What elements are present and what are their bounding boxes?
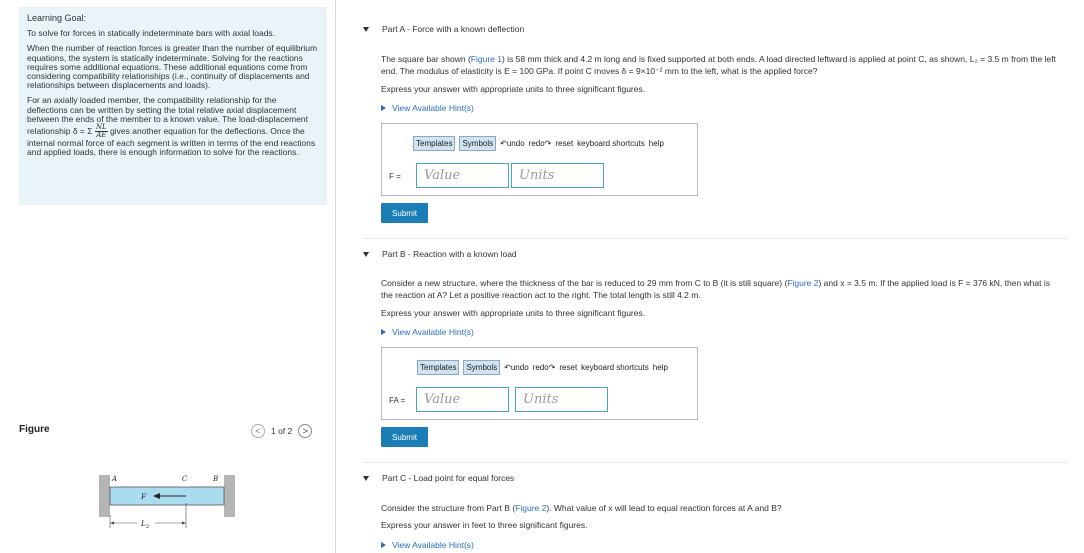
part-c-q1: Consider the structure from Part B ( [381, 503, 516, 513]
help-button[interactable]: help [652, 363, 668, 372]
hint-caret-icon [381, 542, 386, 548]
figure-pager [251, 424, 312, 438]
part-a-value-input[interactable]: Value [416, 163, 509, 188]
part-b-value-input[interactable]: Value [416, 387, 509, 412]
part-a-q1: The square bar shown ( [381, 54, 471, 64]
label-l2 [140, 519, 149, 530]
figure-page-count: 1 of 2 [271, 426, 293, 436]
label-l2-sub: 2 [145, 524, 150, 530]
part-c-q2: ). What value of x will lead to equal reaction forces at A and B? [546, 503, 782, 513]
part-a-answer-box [381, 123, 698, 196]
learning-goal-title: Learning Goal: [27, 13, 87, 23]
part-b-submit-button[interactable]: Submit [381, 427, 428, 447]
learning-goal-p2: When the number of reaction forces is greater than the number of equilibrium equations, the system is statically indeterminate. Solving for the reactions requires some additional equations. These additional equations come from considering compatibility relationships (i.e., continuity of displacements and relationships between displacements and loads). [27, 43, 318, 91]
prev-figure-button[interactable]: < [251, 424, 265, 438]
part-b-header[interactable] [363, 249, 517, 259]
part-b-title: Part B - Reaction with a known load [382, 249, 517, 259]
right-wall [224, 475, 235, 517]
fraction-numerator: NL [95, 123, 107, 132]
label-c: C [182, 475, 188, 483]
symbols-button[interactable]: Symbols [463, 360, 500, 375]
part-b-instruction: Express your answer with appropriate units to three significant figures. [381, 308, 646, 318]
help-button[interactable]: help [648, 139, 664, 148]
figure-heading: Figure [19, 424, 50, 435]
figure-2-link[interactable]: Figure 2 [787, 278, 819, 288]
part-a-submit-button[interactable]: Submit [381, 203, 428, 223]
hint-caret-icon [381, 329, 386, 335]
part-c-hint-label: View Available Hint(s) [392, 540, 474, 550]
part-a-title: Part A - Force with a known deflection [382, 24, 525, 34]
redo-label: redo [532, 363, 549, 372]
undo-label: undo [510, 363, 529, 372]
keyboard-shortcuts-button[interactable]: keyboard shortcuts [577, 139, 645, 148]
reset-button[interactable]: reset [555, 139, 574, 148]
part-c-header[interactable] [363, 473, 514, 483]
part-a-q2: ) is 58 mm thick and 4.2 m long and is fixed supported at both ends. A load directed leftward is applied at point C, as shown, L₂ = 3.5 m from the left end. The modulus of elasticity is E = 100 GPa. If point C moves δ = 9×10⁻² mm to the left, what is the applied force? [381, 54, 1056, 76]
next-figure-button[interactable]: > [298, 424, 312, 438]
redo-button[interactable]: redo↷ [528, 139, 552, 148]
part-a-hint-link[interactable] [381, 103, 474, 113]
part-c-title: Part C - Load point for equal forces [382, 473, 515, 483]
part-b-units-input[interactable]: Units [515, 387, 608, 412]
part-a-instruction: Express your answer with appropriate units to three significant figures. [381, 84, 646, 94]
part-a-units-input[interactable]: Units [511, 163, 604, 188]
figure-2-link[interactable]: Figure 2 [515, 503, 547, 513]
reset-button[interactable]: reset [559, 363, 578, 372]
dim-arrow-right-icon [182, 522, 186, 525]
learning-goal-p3a: For an axially loaded member, the compatibility relationship for the deflections can be written by setting the total relative axial displacement between the ends of the member to a known value. The load-displacement relationship δ = Σ [27, 95, 308, 136]
part-a-question [381, 53, 1061, 77]
fraction-denominator: AE [96, 131, 107, 140]
redo-button[interactable]: redo↷ [532, 363, 556, 372]
undo-button[interactable]: ↶undo [504, 363, 529, 372]
part-c-question [381, 502, 1061, 514]
separator [363, 462, 1067, 463]
collapse-caret-icon[interactable] [363, 476, 369, 481]
part-c-instruction: Express your answer in feet to three significant figures. [381, 520, 588, 530]
learning-goal-p3b: gives another equation for the deflections. Once the internal normal force of each segment is written in terms of the end reactions and applied loads, there is enough information to solve for the reactions. [27, 125, 316, 158]
part-b-answer-box [381, 347, 698, 420]
undo-label: undo [506, 139, 525, 148]
part-a-answer-label: F = [389, 172, 401, 181]
part-c-hint-link[interactable] [381, 540, 474, 550]
part-a-header[interactable] [363, 24, 524, 34]
symbols-button[interactable]: Symbols [459, 136, 496, 151]
label-l2-main: L [141, 519, 146, 528]
part-b-q2: ) and x = 3.5 m. If the applied load is F = 376 kN, then what is the reaction at A? Let a positive reaction act to the right. The total length is still 4.2 m. [381, 278, 1050, 300]
undo-button[interactable]: ↶undo [500, 139, 525, 148]
bar-figure[interactable] [97, 470, 237, 545]
part-a-toolbar [413, 136, 664, 151]
templates-button[interactable]: Templates [413, 136, 455, 151]
part-a-hint-label: View Available Hint(s) [392, 103, 474, 113]
part-b-question [381, 277, 1061, 301]
hint-caret-icon [381, 105, 386, 111]
part-b-hint-link[interactable] [381, 327, 474, 337]
label-f: F [141, 492, 147, 501]
part-b-hint-label: View Available Hint(s) [392, 327, 474, 337]
learning-goal-p1: To solve for forces in statically indeterminate bars with axial loads. [27, 28, 276, 39]
part-b-answer-label: FA = [389, 396, 406, 405]
part-b-toolbar [417, 360, 668, 375]
figure-1-link[interactable]: Figure 1 [470, 54, 502, 64]
collapse-caret-icon[interactable] [363, 27, 369, 32]
nl-over-ae-fraction [95, 124, 108, 139]
left-panel [0, 0, 336, 553]
redo-label: redo [528, 139, 545, 148]
learning-goal-box [19, 7, 327, 205]
left-wall [99, 475, 110, 517]
label-a: A [112, 475, 118, 483]
learning-goal-p3 [27, 96, 319, 157]
separator [363, 238, 1067, 239]
templates-button[interactable]: Templates [417, 360, 459, 375]
label-b: B [213, 475, 219, 483]
keyboard-shortcuts-button[interactable]: keyboard shortcuts [581, 363, 649, 372]
collapse-caret-icon[interactable] [363, 252, 369, 257]
part-b-q1: Consider a new structure, where the thickness of the bar is reduced to 29 mm from C to B (it is still square) ( [381, 278, 788, 288]
dim-arrow-left-icon [110, 522, 114, 525]
